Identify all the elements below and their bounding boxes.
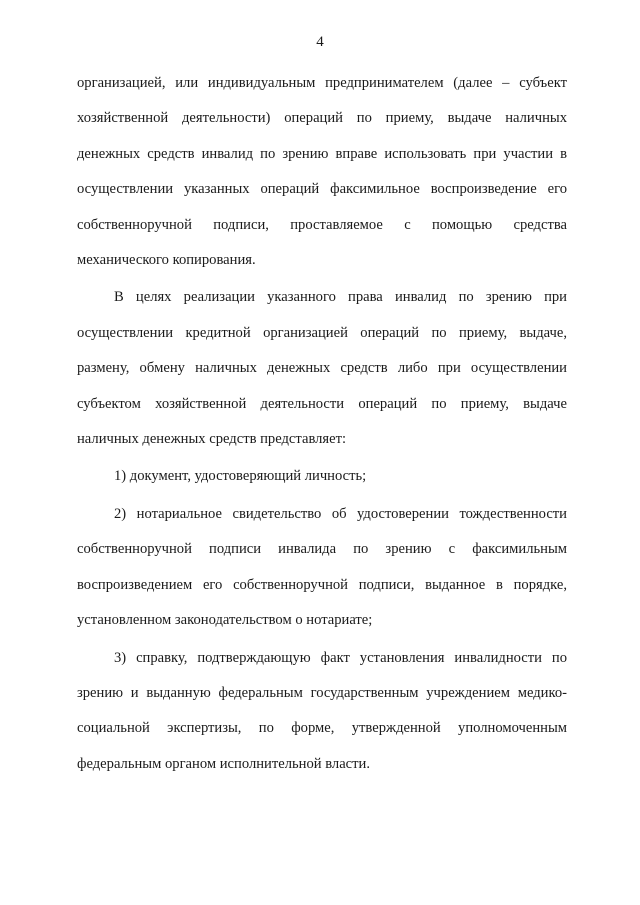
document-body	[77, 66, 567, 782]
paragraph-purpose: В целях реализации указанного права инвалид по зрению при осуществлении кредитной организацией операций по приему, выдаче, размену, обмену наличных денежных средств либо при осуществлении субъектом хозяйственной деятельности операций по приему, выдаче наличных денежных средств представляет:	[77, 289, 567, 448]
list-item-identity-document: 1) документ, удостоверяющий личность;	[114, 468, 367, 485]
list-item-notarial-certificate: 2) нотариальное свидетельство об удостоверении тождественности собственноручной подписи инвалида по зрению с факсимильным воспроизведением его собственноручной подписи, выданное в порядке, установленном законодательством о нотариате;	[77, 505, 567, 629]
list-item-disability-certificate: 3) справку, подтверждающую факт установления инвалидности по зрению и выданную федеральным государственным учреждением медико-социальной экспертизы, по форме, утвержденной уполномоченным федеральным органом исполнительной власти.	[77, 649, 567, 772]
paragraph-continuation: организацией, или индивидуальным предпринимателем (далее – субъект хозяйственной деятельности) операций по приему, выдаче наличных денежных средств инвалид по зрению вправе использовать при участии в осуществлении указанных операций факсимильное воспроизведение его собственноручной подписи, проставляемое с помощью средства механического копирования.	[77, 75, 567, 269]
page-number: 4	[316, 34, 324, 50]
